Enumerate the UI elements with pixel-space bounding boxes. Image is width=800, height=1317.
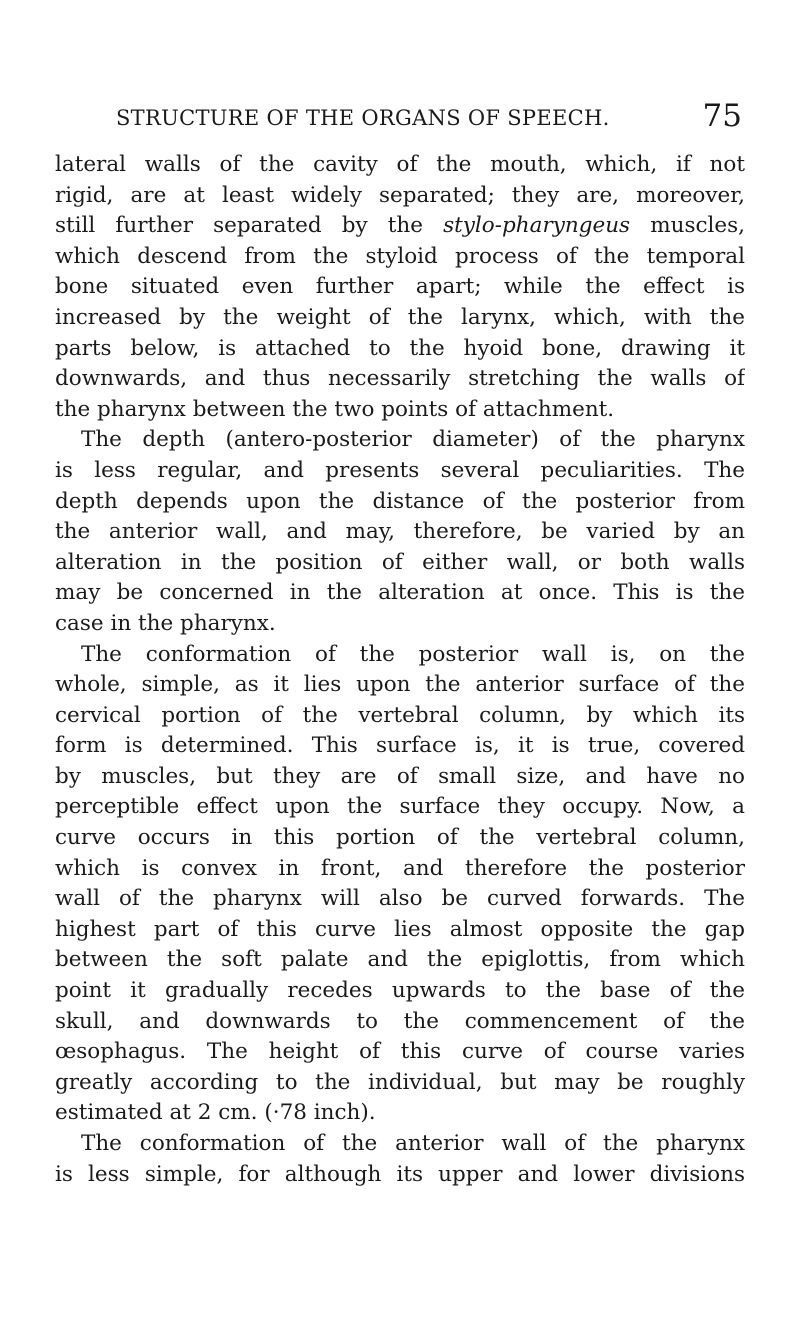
- text-line: estimated at 2 cm. (·78 inch).: [55, 1100, 376, 1126]
- running-head-title: STRUCTURE OF THE ORGANS OF SPEECH.: [116, 106, 610, 130]
- running-head: [116, 98, 742, 138]
- italic-term: stylo-pharyngeus: [443, 213, 631, 239]
- page-number: 75: [702, 98, 742, 134]
- text-line: depth depends upon the distance of the posterior from: [55, 488, 745, 514]
- text-line: the anterior wall, and may, therefore, be varied by an: [55, 519, 745, 545]
- text-line: between the soft palate and the epiglottis, from which: [55, 947, 745, 973]
- text-segment: muscles,: [630, 213, 745, 239]
- text-line: skull, and downwards to the commencement of the: [55, 1008, 745, 1034]
- text-line: case in the pharynx.: [55, 610, 276, 636]
- text-segment: still further separated by the: [55, 213, 444, 239]
- text-line: cervical portion of the vertebral column, by which its: [55, 702, 745, 728]
- text-line: by muscles, but they are of small size, and have no: [55, 763, 745, 789]
- body-text: [55, 150, 745, 1190]
- text-line: greatly according to the individual, but may be roughly: [55, 1069, 745, 1095]
- text-line: is less regular, and presents several peculiarities. The: [55, 457, 745, 483]
- text-line: point it gradually recedes upwards to the base of the: [55, 978, 745, 1004]
- text-line: rigid, are at least widely separated; they are, moreover,: [55, 182, 745, 208]
- text-line: œsophagus. The height of this curve of course varies: [55, 1039, 745, 1065]
- text-line: increased by the weight of the larynx, which, with the: [55, 304, 745, 330]
- text-line: highest part of this curve lies almost opposite the gap: [55, 916, 745, 942]
- text-line: which is convex in front, and therefore the posterior: [55, 855, 745, 881]
- text-line: lateral walls of the cavity of the mouth, which, if not: [55, 152, 745, 177]
- text-line: whole, simple, as it lies upon the anterior surface of the: [55, 672, 745, 698]
- text-line: the pharynx between the two points of attachment.: [55, 396, 615, 422]
- text-line: The conformation of the posterior wall is, on the: [81, 641, 745, 667]
- text-line: downwards, and thus necessarily stretching the walls of: [55, 366, 745, 392]
- text-line: bone situated even further apart; while the effect is: [55, 274, 745, 300]
- text-line: curve occurs in this portion of the vertebral column,: [55, 825, 745, 851]
- text-line: wall of the pharynx will also be curved forwards. The: [55, 886, 745, 912]
- text-line: form is determined. This surface is, it is true, covered: [55, 733, 745, 759]
- text-line: The conformation of the anterior wall of the pharynx: [81, 1131, 745, 1156]
- text-line: perceptible effect upon the surface they occupy. Now, a: [55, 794, 745, 820]
- text-line: [55, 211, 745, 242]
- text-line: parts below, is attached to the hyoid bone, drawing it: [55, 335, 745, 361]
- text-line: may be concerned in the alteration at once. This is the: [55, 580, 745, 606]
- text-line: alteration in the position of either wall, or both walls: [55, 549, 745, 575]
- text-line: The depth (antero-posterior diameter) of the pharynx: [81, 427, 745, 453]
- text-line: which descend from the styloid process of the temporal: [55, 243, 745, 269]
- text-line: is less simple, for although its upper and lower divisions: [55, 1161, 745, 1187]
